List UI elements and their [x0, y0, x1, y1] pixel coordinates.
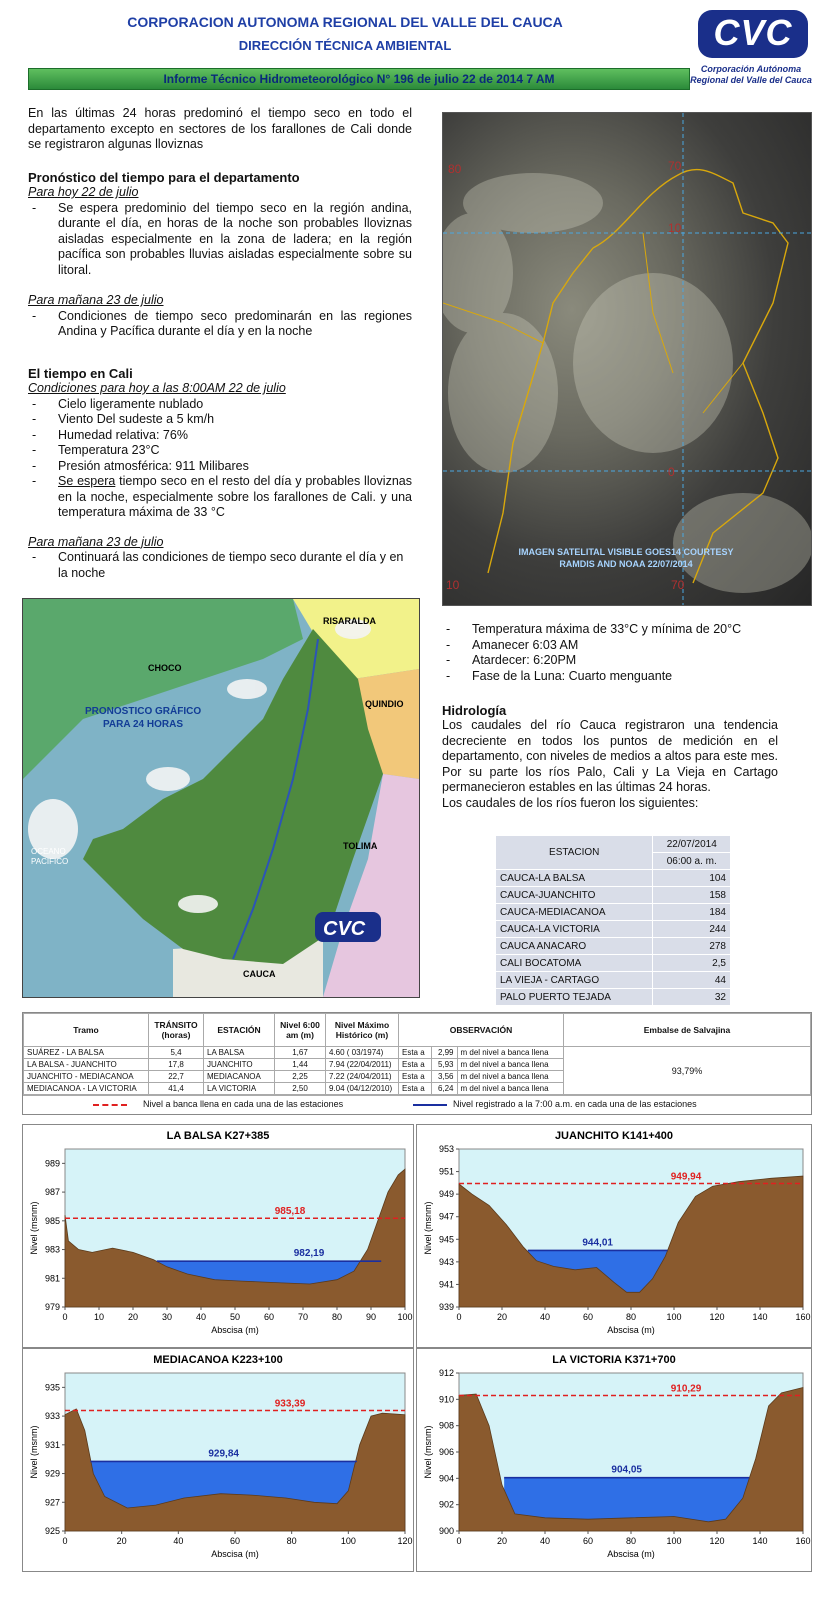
chart-la-victoria — [417, 1349, 811, 1571]
flow-row — [496, 989, 731, 1006]
y-tick-label: 943 — [438, 1256, 454, 1267]
flow-row — [496, 938, 731, 955]
levels-transito: 17,8 — [149, 1059, 204, 1071]
y-tick-label: 908 — [438, 1420, 454, 1431]
chart-la-balsa — [23, 1125, 413, 1347]
x-tick-label: 120 — [709, 1536, 725, 1546]
x-tick-label: 100 — [666, 1536, 682, 1546]
flow-station: CAUCA ANACARO — [496, 938, 653, 955]
x-tick-label: 40 — [195, 1312, 207, 1322]
cali-expect-text: tiempo seco en el resto del día y probables lloviznas en la noche, especialmente sobre los farallones de Cali. y una temperatura máxima de 33 °C — [58, 474, 412, 519]
chart-title: LA BALSA K27+385 — [166, 1130, 270, 1142]
x-tick-label: 80 — [625, 1536, 637, 1546]
sun-item: - Amanecer 6:03 AM — [442, 638, 802, 654]
nivel-label: 944,01 — [582, 1237, 613, 1249]
x-tick-label: 100 — [397, 1312, 413, 1322]
x-tick-label: 20 — [116, 1536, 127, 1546]
y-tick-label: 900 — [438, 1526, 454, 1536]
report-title-bar: Informe Técnico Hidrometeorológico N° 196 de julio 22 de 2014 7 AM — [28, 68, 690, 90]
x-tick-label: 120 — [397, 1536, 413, 1546]
sat-label-70b: 70 — [671, 578, 685, 592]
forecast-today-text: - Se espera predominio del tiempo seco en la región andina, durante el día, en horas de la noche son probables lloviznas aisladas especialmente en la zona de ladera; en la región pacífica son probables lluvias aisladas especialmente sobre su litoral. — [28, 201, 412, 279]
levels-estacion: LA VICTORIA — [204, 1083, 275, 1095]
hydro-text: Los caudales del río Cauca registraron una tendencia decreciente en todos los puntos de medición en el departamento, con niveles de medios a altos para este mes. Por su parte los ríos Palo, Cali y La Vieja en Cartago permanecieron estables en las últimas 24 horas. — [442, 718, 778, 794]
cali-cond-item: - Cielo ligeramente nublado — [28, 397, 412, 413]
flow-row — [496, 904, 731, 921]
levels-body — [24, 1047, 811, 1095]
y-tick-label: 981 — [44, 1273, 60, 1284]
y-tick-label: 904 — [438, 1473, 454, 1484]
y-axis-label: Nivel (msnm) — [423, 1425, 433, 1479]
levels-legend — [23, 1095, 811, 1114]
hydro-text2: Los caudales de los ríos fueron los siguientes: — [442, 795, 699, 810]
sat-label-10: 10 — [668, 221, 682, 235]
cali-tomorrow-label: Para mañana 23 de julio — [28, 534, 164, 549]
x-tick-label: 50 — [229, 1312, 241, 1322]
y-tick-label: 933 — [44, 1411, 60, 1422]
levels-transito: 22,7 — [149, 1071, 204, 1083]
x-tick-label: 40 — [539, 1536, 551, 1546]
forecast-tomorrow-text: - Condiciones de tiempo seco predominarán en las regiones Andina y Pacífica durante el día y en la noche — [28, 309, 412, 340]
y-tick-label: 906 — [438, 1447, 454, 1457]
y-tick-label: 931 — [44, 1439, 60, 1450]
map-cvc-logo: CVC — [323, 918, 366, 940]
levels-h-max: Nivel Máximo Histórico (m) — [326, 1014, 399, 1047]
sat-label-70: 70 — [668, 159, 682, 173]
map-title-line2: PARA 24 HORAS — [103, 719, 184, 730]
cali-cond-label: Condiciones para hoy a las 8:00AM 22 de julio — [28, 381, 286, 395]
y-tick-label: 910 — [438, 1394, 454, 1405]
satellite-overlay — [443, 113, 811, 605]
flows-header-station: ESTACION — [496, 836, 653, 870]
flow-value: 184 — [653, 904, 731, 921]
cali-cond-item: - Viento Del sudeste a 5 km/h — [28, 412, 412, 428]
flow-station: CAUCA-LA VICTORIA — [496, 921, 653, 938]
x-tick-label: 40 — [173, 1536, 184, 1546]
levels-row — [24, 1047, 811, 1059]
levels-dist: 6,24 — [432, 1083, 457, 1095]
x-tick-label: 60 — [582, 1536, 594, 1546]
forecast-map-drawing — [23, 599, 419, 997]
levels-max: 7.94 (22/04/2011) — [326, 1059, 399, 1071]
flows-header-row — [496, 836, 731, 853]
legend-blue-line — [413, 1104, 447, 1106]
legend-blue-text: Nivel registrado a la 7:00 a.m. en cada una de las estaciones — [453, 1099, 697, 1109]
flow-row — [496, 921, 731, 938]
y-tick-label: 953 — [438, 1144, 454, 1154]
x-tick-label: 20 — [127, 1312, 139, 1322]
flows-header-time: 06:00 a. m. — [653, 853, 731, 870]
chart-panel-la-balsa — [22, 1124, 414, 1348]
x-tick-label: 30 — [161, 1312, 173, 1322]
levels-dist: 2,99 — [432, 1047, 457, 1059]
sun-item: - Atardecer: 6:20PM — [442, 653, 802, 669]
x-tick-label: 20 — [496, 1312, 508, 1322]
chart-panel-mediacanoa — [22, 1348, 414, 1572]
chart-title: JUANCHITO K141+400 — [554, 1130, 674, 1142]
flow-station: CAUCA-JUANCHITO — [496, 887, 653, 904]
intro-text: En las últimas 24 horas predominó el tiempo seco en todo el departamento excepto en sectores de los farallones de Cali donde se registraron algunas lloviznas — [28, 106, 412, 151]
flows-table — [495, 835, 731, 1006]
flow-value: 244 — [653, 921, 731, 938]
flow-row — [496, 955, 731, 972]
x-tick-label: 90 — [365, 1312, 377, 1322]
y-axis-label: Nivel (msnm) — [423, 1201, 433, 1255]
cali-expect-underlined: Se espera — [58, 474, 116, 488]
y-tick-label: 912 — [438, 1368, 454, 1378]
nivel-label: 929,84 — [208, 1448, 239, 1460]
x-axis-label: Abscisa (m) — [211, 1325, 259, 1335]
levels-tramo: SUÁREZ - LA BALSA — [24, 1047, 149, 1059]
levels-esta: Esta a — [399, 1059, 432, 1071]
levels-tramo: JUANCHITO - MEDIACANOA — [24, 1071, 149, 1083]
flow-value: 44 — [653, 972, 731, 989]
levels-esta: Esta a — [399, 1071, 432, 1083]
x-tick-label: 40 — [539, 1312, 551, 1322]
y-tick-label: 949 — [438, 1189, 454, 1200]
levels-table — [23, 1013, 811, 1095]
levels-tramo: LA BALSA - JUANCHITO — [24, 1059, 149, 1071]
levels-obs: m del nivel a banca llena — [457, 1071, 563, 1083]
chart-juanchito — [417, 1125, 811, 1347]
x-tick-label: 80 — [625, 1312, 637, 1322]
map-label-tolima: TOLIMA — [343, 841, 378, 851]
y-tick-label: 939 — [438, 1302, 454, 1312]
flow-value: 2,5 — [653, 955, 731, 972]
levels-esta: Esta a — [399, 1083, 432, 1095]
x-tick-label: 10 — [93, 1312, 105, 1322]
sat-label-10b: 10 — [446, 578, 460, 592]
levels-max: 4.60 ( 03/1974) — [326, 1047, 399, 1059]
legend-red-line — [93, 1104, 127, 1106]
banca-llena-label: 949,94 — [670, 1171, 702, 1183]
flow-value: 158 — [653, 887, 731, 904]
cali-expect-item — [28, 474, 412, 521]
chart-mediacanoa — [23, 1349, 413, 1571]
flow-station: PALO PUERTO TEJADA — [496, 989, 653, 1006]
x-axis-label: Abscisa (m) — [607, 1549, 655, 1559]
x-tick-label: 60 — [263, 1312, 275, 1322]
levels-nivel: 1,44 — [275, 1059, 326, 1071]
cali-cond-item: - Temperatura 23°C — [28, 443, 412, 459]
x-tick-label: 20 — [496, 1536, 508, 1546]
flow-station: CAUCA-LA BALSA — [496, 870, 653, 887]
levels-transito: 5,4 — [149, 1047, 204, 1059]
x-axis-label: Abscisa (m) — [607, 1325, 655, 1335]
levels-table-container — [22, 1012, 812, 1115]
forecast-tomorrow-list — [28, 309, 412, 340]
chart-panel-juanchito — [416, 1124, 812, 1348]
flow-station: LA VIEJA - CARTAGO — [496, 972, 653, 989]
levels-estacion: MEDIACANOA — [204, 1071, 275, 1083]
cali-cond-item: - Humedad relativa: 76% — [28, 428, 412, 444]
x-tick-label: 140 — [752, 1536, 768, 1546]
dept-title: DIRECCIÓN TÉCNICA AMBIENTAL — [238, 38, 452, 53]
sat-label-0: 0 — [668, 465, 675, 479]
y-axis-label: Nivel (msnm) — [29, 1425, 39, 1479]
flow-value: 104 — [653, 870, 731, 887]
map-label-pacifico: PACIFICO — [31, 857, 69, 866]
levels-obs: m del nivel a banca llena — [457, 1083, 563, 1095]
levels-max: 7.22 (24/04/2011) — [326, 1071, 399, 1083]
levels-max: 9.04 (04/12/2010) — [326, 1083, 399, 1095]
y-tick-label: 989 — [44, 1158, 60, 1169]
x-tick-label: 160 — [795, 1536, 811, 1546]
banca-llena-label: 985,18 — [274, 1206, 306, 1218]
flow-station: CALI BOCATOMA — [496, 955, 653, 972]
x-tick-label: 0 — [62, 1312, 68, 1322]
banca-llena-label: 933,39 — [274, 1398, 306, 1410]
sun-item: - Temperatura máxima de 33°C y mínima de 20°C — [442, 622, 802, 638]
x-tick-label: 0 — [456, 1536, 462, 1546]
sun-item: - Fase de la Luna: Cuarto menguante — [442, 669, 802, 685]
levels-dist: 3,56 — [432, 1071, 457, 1083]
map-label-risaralda: RISARALDA — [323, 616, 376, 626]
forecast-section — [28, 170, 412, 340]
y-tick-label: 902 — [438, 1499, 454, 1510]
levels-tramo: MEDIACANOA - LA VICTORIA — [24, 1083, 149, 1095]
flow-value: 278 — [653, 938, 731, 955]
levels-h-nivel: Nivel 6:00 am (m) — [275, 1014, 326, 1047]
x-tick-label: 0 — [62, 1536, 68, 1546]
x-tick-label: 160 — [795, 1312, 811, 1322]
cali-title: El tiempo en Cali — [28, 366, 133, 381]
y-tick-label: 945 — [438, 1234, 454, 1245]
flows-header-date: 22/07/2014 — [653, 836, 731, 853]
x-tick-label: 70 — [297, 1312, 309, 1322]
map-label-oceano: OCEANO — [31, 847, 66, 856]
flow-station: CAUCA-MEDIACANOA — [496, 904, 653, 921]
cali-section — [28, 366, 412, 581]
cali-cond-item: - Presión atmosférica: 911 Milibares — [28, 459, 412, 475]
levels-obs: m del nivel a banca llena — [457, 1047, 563, 1059]
legend-red-text: Nivel a banca llena en cada una de las estaciones — [143, 1099, 344, 1109]
y-tick-label: 941 — [438, 1279, 454, 1290]
y-tick-label: 985 — [44, 1215, 60, 1226]
levels-nivel: 1,67 — [275, 1047, 326, 1059]
x-tick-label: 140 — [752, 1312, 768, 1322]
y-tick-label: 979 — [44, 1302, 60, 1312]
org-title: CORPORACION AUTONOMA REGIONAL DEL VALLE DEL CAUCA — [127, 14, 563, 30]
satellite-image — [442, 112, 812, 606]
forecast-map — [22, 598, 420, 998]
flow-row — [496, 870, 731, 887]
chart-title: LA VICTORIA K371+700 — [552, 1354, 676, 1366]
y-tick-label: 935 — [44, 1382, 60, 1393]
y-tick-label: 951 — [438, 1166, 454, 1177]
forecast-title: Pronóstico del tiempo para el departamento — [28, 170, 300, 185]
y-tick-label: 929 — [44, 1468, 60, 1479]
levels-nivel: 2,50 — [275, 1083, 326, 1095]
satellite-caption-line2: RAMDIS AND NOAA 22/07/2014 — [559, 559, 693, 569]
x-tick-label: 100 — [340, 1536, 356, 1546]
satellite-caption-line1: IMAGEN SATELITAL VISIBLE GOES14 COURTESY — [518, 547, 734, 557]
levels-obs: m del nivel a banca llena — [457, 1059, 563, 1071]
x-tick-label: 60 — [582, 1312, 594, 1322]
cali-conditions-list — [28, 397, 412, 521]
map-title-line1: PRONOSTICO GRÁFICO — [85, 706, 202, 717]
levels-h-obs: OBSERVACIÓN — [399, 1014, 564, 1047]
sun-moon-list — [442, 622, 802, 684]
map-label-cauca: CAUCA — [243, 969, 276, 979]
x-axis-label: Abscisa (m) — [211, 1549, 259, 1559]
levels-transito: 41,4 — [149, 1083, 204, 1095]
hydro-title: Hidrología — [442, 703, 507, 718]
flow-value: 32 — [653, 989, 731, 1006]
nivel-label: 982,19 — [293, 1248, 325, 1260]
chart-title: MEDIACANOA K223+100 — [153, 1354, 283, 1366]
map-label-quindio: QUINDIO — [365, 699, 404, 709]
flows-body — [496, 870, 731, 1006]
levels-dist: 5,93 — [432, 1059, 457, 1071]
levels-estacion: JUANCHITO — [204, 1059, 275, 1071]
cali-tomorrow-list — [28, 550, 412, 581]
y-tick-label: 987 — [44, 1187, 60, 1198]
y-tick-label: 947 — [438, 1211, 454, 1222]
y-tick-label: 927 — [44, 1497, 60, 1508]
levels-header-row — [24, 1014, 811, 1047]
y-axis-label: Nivel (msnm) — [29, 1201, 39, 1255]
levels-esta: Esta a — [399, 1047, 432, 1059]
forecast-today-label: Para hoy 22 de julio — [28, 185, 139, 199]
levels-estacion: LA BALSA — [204, 1047, 275, 1059]
banca-llena-label: 910,29 — [670, 1383, 702, 1395]
levels-h-embalse: Embalse de Salvajina — [564, 1014, 811, 1047]
map-label-choco: CHOCO — [148, 663, 182, 673]
hydro-section — [442, 703, 778, 811]
flow-row — [496, 972, 731, 989]
levels-nivel: 2,25 — [275, 1071, 326, 1083]
satellite-caption — [452, 546, 800, 570]
embalse-value: 93,79% — [564, 1047, 811, 1095]
chart-panel-la-victoria — [416, 1348, 812, 1572]
cali-tomorrow-text: - Continuará las condiciones de tiempo seco durante el día y en la noche — [28, 550, 412, 581]
cvc-logo: CVC — [698, 10, 808, 58]
nivel-label: 904,05 — [611, 1464, 642, 1476]
x-tick-label: 100 — [666, 1312, 682, 1322]
x-tick-label: 60 — [229, 1536, 241, 1546]
y-tick-label: 925 — [44, 1526, 60, 1536]
flow-row — [496, 887, 731, 904]
forecast-tomorrow-label: Para mañana 23 de julio — [28, 293, 164, 307]
x-tick-label: 0 — [456, 1312, 462, 1322]
x-tick-label: 80 — [331, 1312, 343, 1322]
cvc-logo-subtitle: Corporación Autónoma Regional del Valle del Cauca — [690, 64, 812, 85]
levels-h-tramo: Tramo — [24, 1014, 149, 1047]
x-tick-label: 80 — [286, 1536, 297, 1546]
sat-label-80: 80 — [448, 162, 462, 176]
y-tick-label: 983 — [44, 1244, 60, 1255]
levels-h-estacion: ESTACIÓN — [204, 1014, 275, 1047]
levels-h-transito: TRÁNSITO (horas) — [149, 1014, 204, 1047]
x-tick-label: 120 — [709, 1312, 725, 1322]
forecast-today-list — [28, 201, 412, 279]
